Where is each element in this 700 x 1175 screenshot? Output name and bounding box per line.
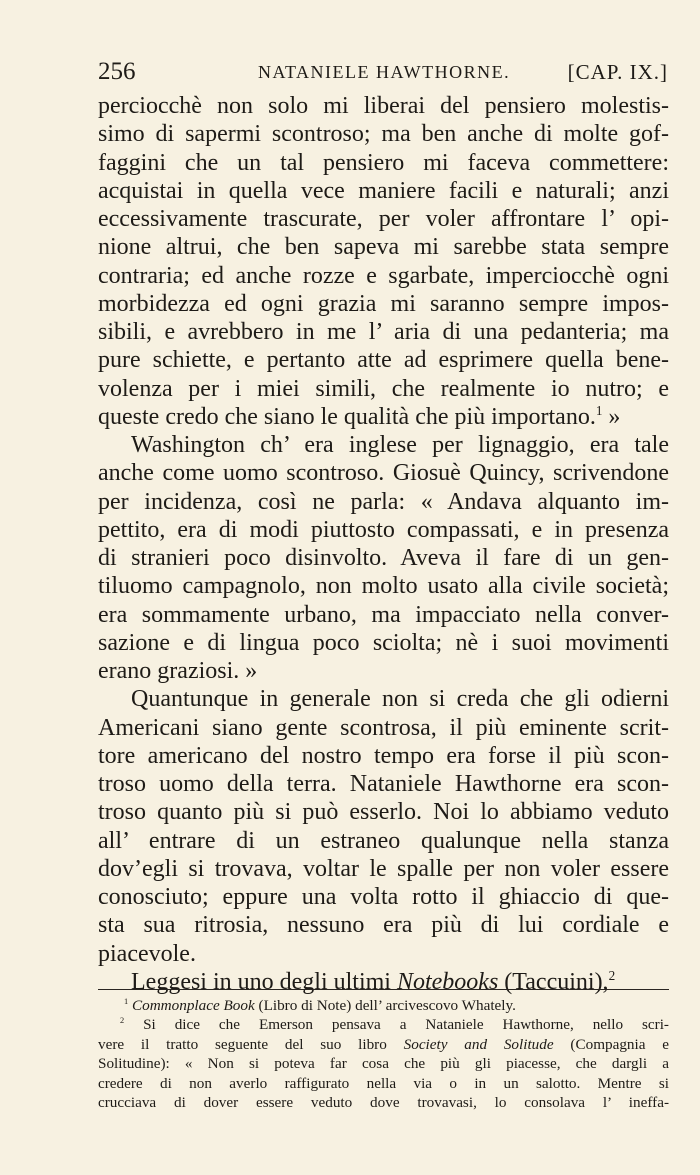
book-title: Commonplace Book [131,997,255,1014]
text-line: tiluomo campagnolo, non molto usato alla civile società; [98,573,669,600]
text-line: piacevole. [98,940,196,967]
text-line: di stranieri poco disinvolto. Aveva il fare di un gen- [98,545,669,571]
footnote-2-line: Solitudine): « Non si poteva far cosa che più gli piacesse, che dargli a [98,1055,669,1073]
text-line: anche come uomo scontroso. Giosuè Quincy, scrivendone [98,460,669,487]
text-fragment: (Taccuini), [504,968,609,995]
footnote-ref-2: 2 [608,967,616,983]
text-line [98,403,669,431]
text-line: per incidenza, così ne parla: « Andava alquanto im- [98,488,669,515]
text-line: faggini che un tal pensiero mi faceva commettere: [98,149,669,176]
text-line: contraria; ed anche rozze e sgarbate, imperciocchè ogni [98,262,669,289]
footnote-text: Si dice che Emerson pensava a Nataniele Hawthorne, nello scri- [143,1016,669,1034]
text-line: Quantunque in generale non si creda che gli odierni [131,686,669,713]
text-fragment: queste credo che siano le qualità che più importano. [98,403,596,430]
footnote-text: (Compagnia e [570,1035,670,1053]
text-line: troso quanto più si può esserlo. Noi lo abbiamo veduto [98,799,669,826]
footnote-text: vere il tratto seguente del suo libro [98,1035,387,1053]
text-line: troso uomo della terra. Nataniele Hawthorne era scon- [98,771,669,797]
text-line: pettito, era di modi piuttosto compassati, e in presenza [98,516,669,543]
footnote-mark: 2 [120,1016,125,1026]
text-line: era sommamente urbano, ma impacciato nella conver- [98,601,669,628]
running-title: NATANIELE HAWTHORNE. [258,62,511,82]
text-line: eccessivamente trascurate, per voler affrontare l’ opi- [98,206,669,232]
text-line: conosciuto; eppure una volta rotto il ghiaccio di que- [98,884,669,910]
text-line: dov’egli si trovava, voltar le spalle per non voler essere [98,855,669,882]
book-title: Society and Solitude [403,1035,554,1053]
text-line: sazione e di lingua poco sciolta; nè i suoi movimenti [98,629,669,656]
footnotes [98,996,669,1112]
footnote-2-line [98,1015,669,1034]
text-line: pure schiette, e pertanto atte ad esprimere quella bene- [98,347,669,374]
text-line: simo di sapermi scontroso; ma ben anche di molte gof- [98,121,669,148]
text-line: Washington ch’ era inglese per lignaggio, era tale [131,432,669,458]
footnote-mark: 1 [124,997,129,1007]
text-line: Americani siano gente scontrosa, il più eminente scrit- [98,714,669,741]
chapter-label: [CAP. IX.] [567,60,668,84]
text-line: sta sua ritrosia, nessuno era più di lui cordiale e [98,912,669,939]
footnote-2-line: credere di non averlo raffigurato nella via o in un salotto. Mentre si [98,1074,669,1092]
text-line: all’ entrare di un estraneo qualunque nella stanza [98,827,669,854]
footnote-2-line [98,1035,669,1054]
text-line: acquistai in quella vece maniere facili e naturali; anzi [98,177,669,204]
footnote-1 [98,996,669,1015]
text-line: sibili, e avrebbero in me l’ aria di una pedanteria; ma [98,319,669,345]
footnote-ref-1: 1 [595,402,603,418]
main-text [98,92,669,996]
text-line: perciocchè non solo mi liberai del pensiero molestis- [98,93,669,119]
text-line: erano graziosi. » [98,658,258,684]
running-header [98,58,668,92]
footnote-rule [98,989,669,990]
text-line [98,968,669,996]
footnote-text: (Libro di Note) dell’ arcivescovo Whately. [258,997,516,1014]
closing-quote: » [602,403,621,430]
text-fragment: Leggesi in uno degli ultimi [131,968,391,995]
page-number: 256 [98,58,136,85]
book-title: Notebooks [396,968,499,995]
text-line: nione altrui, che ben sapeva mi sarebbe stata sempre [98,234,669,261]
footnote-2-line: crucciava di dover essere veduto dove trovavasi, lo consolava l’ ineffa- [98,1093,669,1111]
text-line: morbidezza ed ogni grazia mi saranno sempre impos- [98,290,669,317]
text-line: tore americano del nostro tempo era forse il più scon- [98,742,669,769]
text-line: volenza per i miei simili, che realmente io nutro; e [98,375,669,402]
